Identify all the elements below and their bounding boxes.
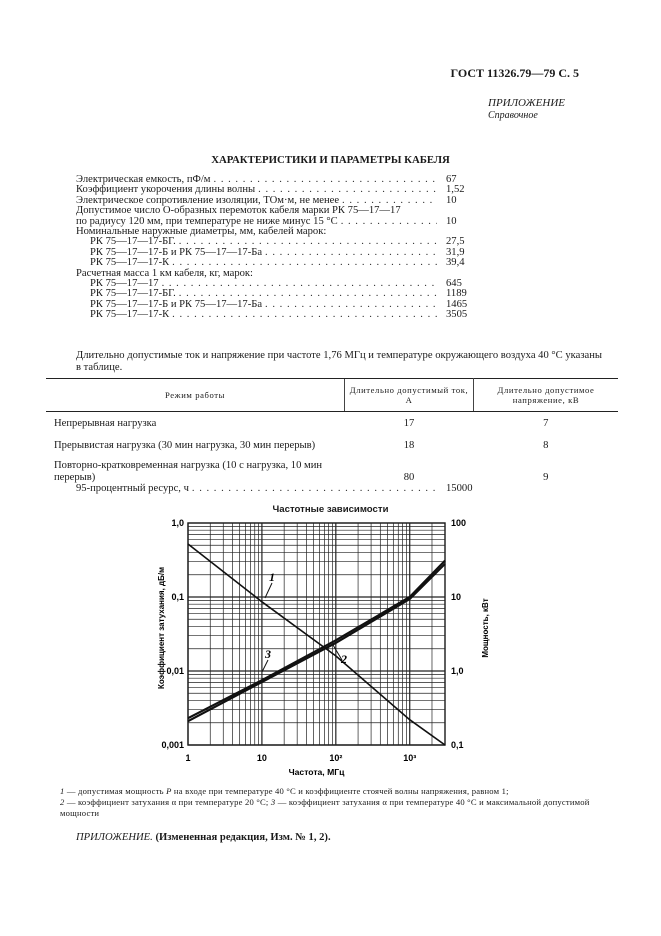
chart-grid	[188, 523, 445, 745]
table-cell-voltage: 7	[543, 418, 549, 429]
x-tick-label: 10	[256, 753, 267, 763]
resource-label: 95-процентный ресурс, ч	[76, 483, 189, 494]
series-label-1: 1	[269, 570, 275, 584]
table-cell-mode: Непрерывная нагрузка	[54, 418, 157, 429]
spec-label: РК 75—17—17-БГ.	[90, 236, 176, 248]
y2-tick-label: 0,1	[451, 740, 464, 750]
spec-label: РК 75—17—17-Б и РК 75—17—17-Ба	[90, 298, 263, 310]
spec-label: по радиусу 120 мм, при температуре не ниже минус 15 °С	[76, 215, 338, 227]
legend-num-2: 2	[60, 797, 65, 807]
y2-tick-label: 100	[451, 518, 467, 528]
spec-label: РК 75—17—17-БГ.	[90, 288, 176, 300]
spec-label: РК 75—17—17	[90, 277, 159, 289]
spec-value: 1,52	[446, 184, 465, 196]
spec-label: РК 75—17—17-К	[90, 309, 170, 321]
legend-num-3: 3	[270, 797, 276, 807]
spec-label: Допустимое число О-образных перемоток кабеля марки РК 75—17—17	[76, 205, 401, 217]
footer-note-text: (Измененная редакция, Изм. № 1, 2).	[152, 832, 331, 843]
spec-label: Электрическая емкость, пФ/м	[76, 174, 211, 185]
y-tick-label: 1,0	[171, 518, 184, 528]
y-tick-label: 0,01	[166, 666, 184, 676]
appendix-type: Справочное	[488, 110, 538, 121]
series-label-2: 2	[341, 652, 347, 666]
x-tick-label: 10³	[403, 753, 417, 763]
spec-value: 27,5	[446, 236, 465, 248]
spec-value: 3505	[446, 309, 468, 321]
y-tick-label: 0,1	[171, 592, 184, 602]
table-header-current: Длительно допустимый ток, А	[345, 379, 474, 412]
series-label-3: 3	[265, 647, 271, 661]
series-leader-1	[265, 583, 272, 598]
table-cell-voltage: 8	[543, 439, 549, 451]
spec-value: 31,9	[446, 246, 465, 258]
y2-axis-label: Мощность, кВт	[481, 598, 490, 658]
footer-note	[76, 832, 331, 843]
table-header-voltage: Длительно допустимое напряжение, кВ	[474, 379, 619, 412]
y2-tick-label: 10	[451, 592, 462, 602]
series-leader-3	[262, 660, 268, 672]
y2-tick-label: 1,0	[451, 666, 464, 676]
page-header: ГОСТ 11326.79—79 С. 5	[450, 66, 579, 80]
spec-value: 39,4	[446, 257, 465, 269]
table-cell-voltage: 9	[543, 471, 549, 483]
chart-legend	[60, 786, 615, 819]
y-tick-label: 0,001	[161, 740, 184, 750]
table-cell-mode: Прерывистая нагрузка (30 мин нагрузка, 30 мин перерыв)	[54, 439, 316, 451]
x-tick-label: 10²	[329, 753, 343, 763]
x-axis-label: Частота, МГц	[288, 767, 345, 777]
spec-value: 1189	[446, 288, 467, 300]
legend-text-2: — коэффициент затухания α при температуре 20 °С;	[64, 797, 271, 807]
y-axis-label: Коэффициент затухания, дБ/м	[157, 567, 166, 689]
spec-label: Номинальные наружные диаметры, мм, кабелей марок:	[76, 225, 327, 237]
section-title: ХАРАКТЕРИСТИКИ И ПАРАМЕТРЫ КАБЕЛЯ	[211, 154, 450, 166]
spec-value: 67	[446, 174, 457, 185]
table-cell-mode: Повторно-кратковременная нагрузка (10 с нагрузка, 10 мин перерыв)	[54, 459, 323, 483]
resource-value: 15000	[446, 483, 473, 494]
legend-text-3: — коэффициент затухания α при температуре 40 °С и максимальной допустимой мощности	[60, 797, 590, 818]
appendix-label: ПРИЛОЖЕНИЕ	[488, 97, 565, 109]
legend-text-1b: на входе при температуре 40 °С и коэффициенте стоячей волны напряжения, равном 1;	[171, 786, 509, 796]
spec-value: 10	[446, 194, 457, 206]
table-intro-paragraph: Длительно допустимые ток и напряжение при частоте 1,76 МГц и температуре окружающего воздуха 40 °С указаны в таблице.	[76, 350, 603, 373]
spec-label: Расчетная масса 1 км кабеля, кг, марок:	[76, 267, 254, 279]
footer-label: ПРИЛОЖЕНИЕ.	[76, 832, 153, 843]
spec-value: 1465	[446, 298, 468, 310]
legend-symbol-p: P	[166, 786, 172, 796]
spec-label: РК 75—17—17-К	[90, 257, 170, 269]
x-tick-label: 1	[185, 753, 191, 763]
chart-title: Частотные зависимости	[272, 504, 389, 515]
spec-value: 10	[446, 215, 457, 227]
spec-label: РК 75—17—17-Б и РК 75—17—17-Ба	[90, 246, 263, 258]
table-cell-current: 80	[403, 471, 415, 483]
spec-value: 645	[446, 277, 462, 289]
spec-label: Электрическое сопротивление изоляции, ТОм·м, не менее	[76, 194, 340, 206]
table-cell-current: 18	[403, 439, 415, 451]
table-header-mode: Режим работы	[46, 379, 345, 412]
table-cell-current: 17	[403, 418, 415, 429]
legend-num-1: 1	[60, 786, 65, 796]
legend-text-1a: — допустимая мощность	[64, 786, 167, 796]
spec-label: Коэффициент укорочения длины волны	[76, 184, 256, 196]
